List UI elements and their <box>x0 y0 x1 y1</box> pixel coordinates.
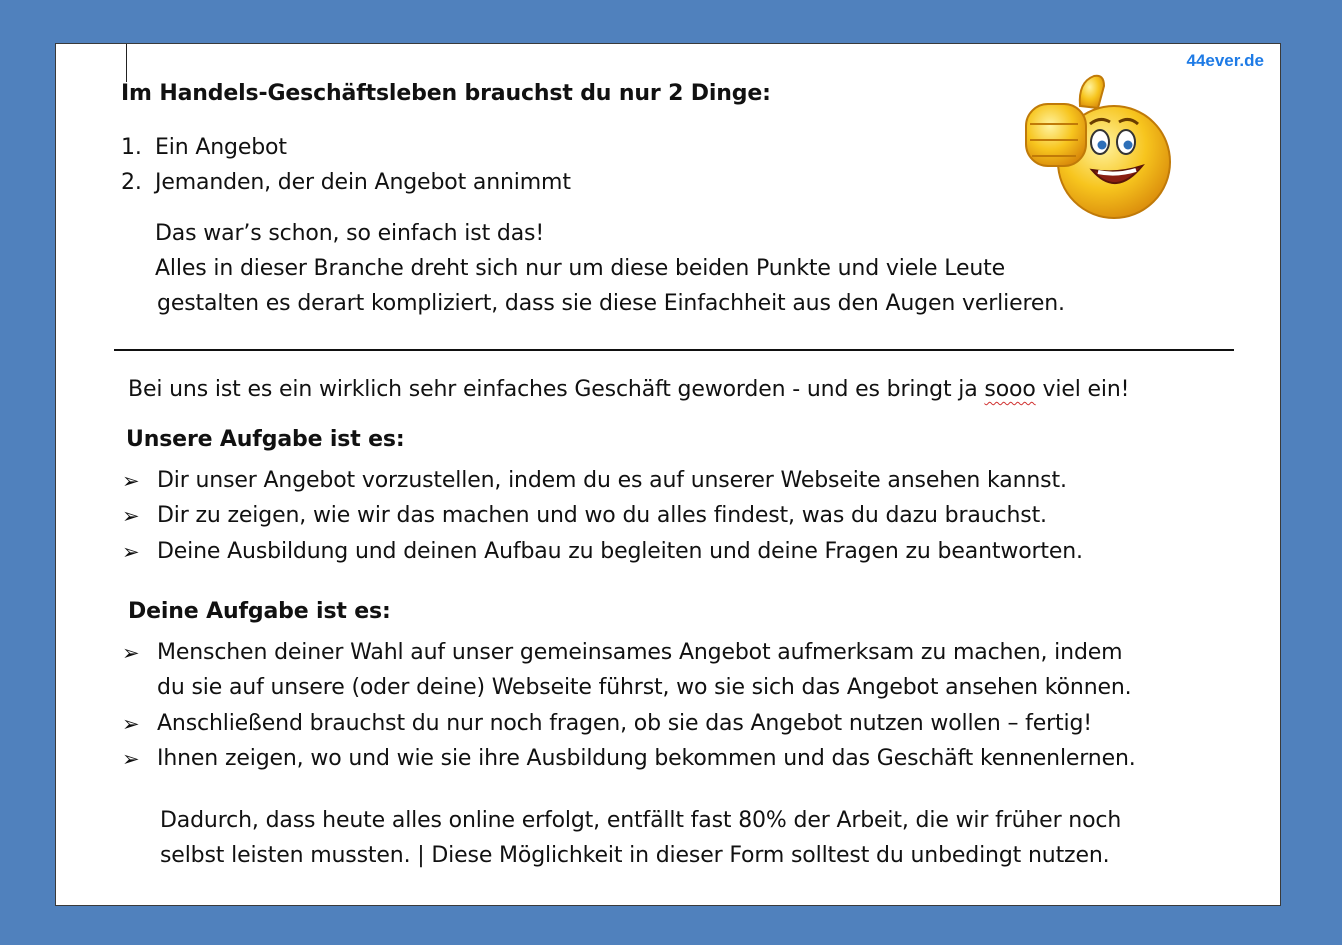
main-heading: Im Handels-Geschäftsleben brauchst du nur 2 Dinge: <box>121 81 771 106</box>
brand-label: 44ever.de <box>1186 51 1264 70</box>
our-task-item-1: Dir unser Angebot vorzustellen, indem du es auf unserer Webseite ansehen kannst. <box>157 468 1067 493</box>
intro-line-2: Alles in dieser Branche dreht sich nur um diese beiden Punkte und viele Leute <box>155 256 1006 281</box>
our-task-item-2: Dir zu zeigen, wie wir das machen und wo du alles findest, was du dazu brauchst. <box>157 503 1047 528</box>
numbered-item-2 <box>121 170 571 195</box>
statement-text: Bei uns ist es ein wirklich sehr einfaches Geschäft geworden - und es bringt ja <box>128 377 985 402</box>
statement-line <box>128 377 1129 402</box>
your-task-item-1-line-1: Menschen deiner Wahl auf unser gemeinsames Angebot aufmerksam zu machen, indem <box>157 640 1123 665</box>
closing-line-2: selbst leisten mussten. | Diese Möglichkeit in dieser Form solltest du unbedingt nutzen. <box>160 843 1110 868</box>
document-page <box>55 43 1281 906</box>
intro-line-3: gestalten es derart kompliziert, dass sie diese Einfachheit aus den Augen verlieren. <box>157 291 1065 316</box>
item-text: Jemanden, der dein Angebot annimmt <box>155 170 571 195</box>
arrow-bullet-icon: ➢ <box>122 712 140 736</box>
your-task-title: Deine Aufgabe ist es: <box>128 599 391 624</box>
your-task-item-3: Ihnen zeigen, wo und wie sie ihre Ausbildung bekommen und das Geschäft kennenlernen. <box>157 746 1136 771</box>
item-text: Ein Angebot <box>155 135 287 160</box>
your-task-item-1-line-2: du sie auf unsere (oder deine) Webseite führst, wo sie sich das Angebot ansehen können. <box>157 675 1132 700</box>
arrow-bullet-icon: ➢ <box>122 641 140 665</box>
statement-text-end: viel ein! <box>1035 377 1130 402</box>
section-divider <box>114 349 1234 351</box>
spellcheck-word: sooo <box>984 377 1036 402</box>
closing-line-1: Dadurch, dass heute alles online erfolgt, entfällt fast 80% der Arbeit, die wir früher noch <box>160 808 1122 833</box>
thumbs-up-smiley-icon <box>1018 66 1178 226</box>
your-task-item-2: Anschließend brauchst du nur noch fragen, ob sie das Angebot nutzen wollen – fertig! <box>157 711 1092 736</box>
numbered-item-1 <box>121 135 287 160</box>
arrow-bullet-icon: ➢ <box>122 469 140 493</box>
arrow-bullet-icon: ➢ <box>122 747 140 771</box>
arrow-bullet-icon: ➢ <box>122 540 140 564</box>
our-task-title: Unsere Aufgabe ist es: <box>126 427 405 452</box>
arrow-bullet-icon: ➢ <box>122 504 140 528</box>
text-cursor <box>126 44 127 82</box>
item-number: 1. <box>121 135 142 160</box>
intro-line-1: Das war’s schon, so einfach ist das! <box>155 221 545 246</box>
our-task-item-3: Deine Ausbildung und deinen Aufbau zu begleiten und deine Fragen zu beantworten. <box>157 539 1083 564</box>
item-number: 2. <box>121 170 142 195</box>
